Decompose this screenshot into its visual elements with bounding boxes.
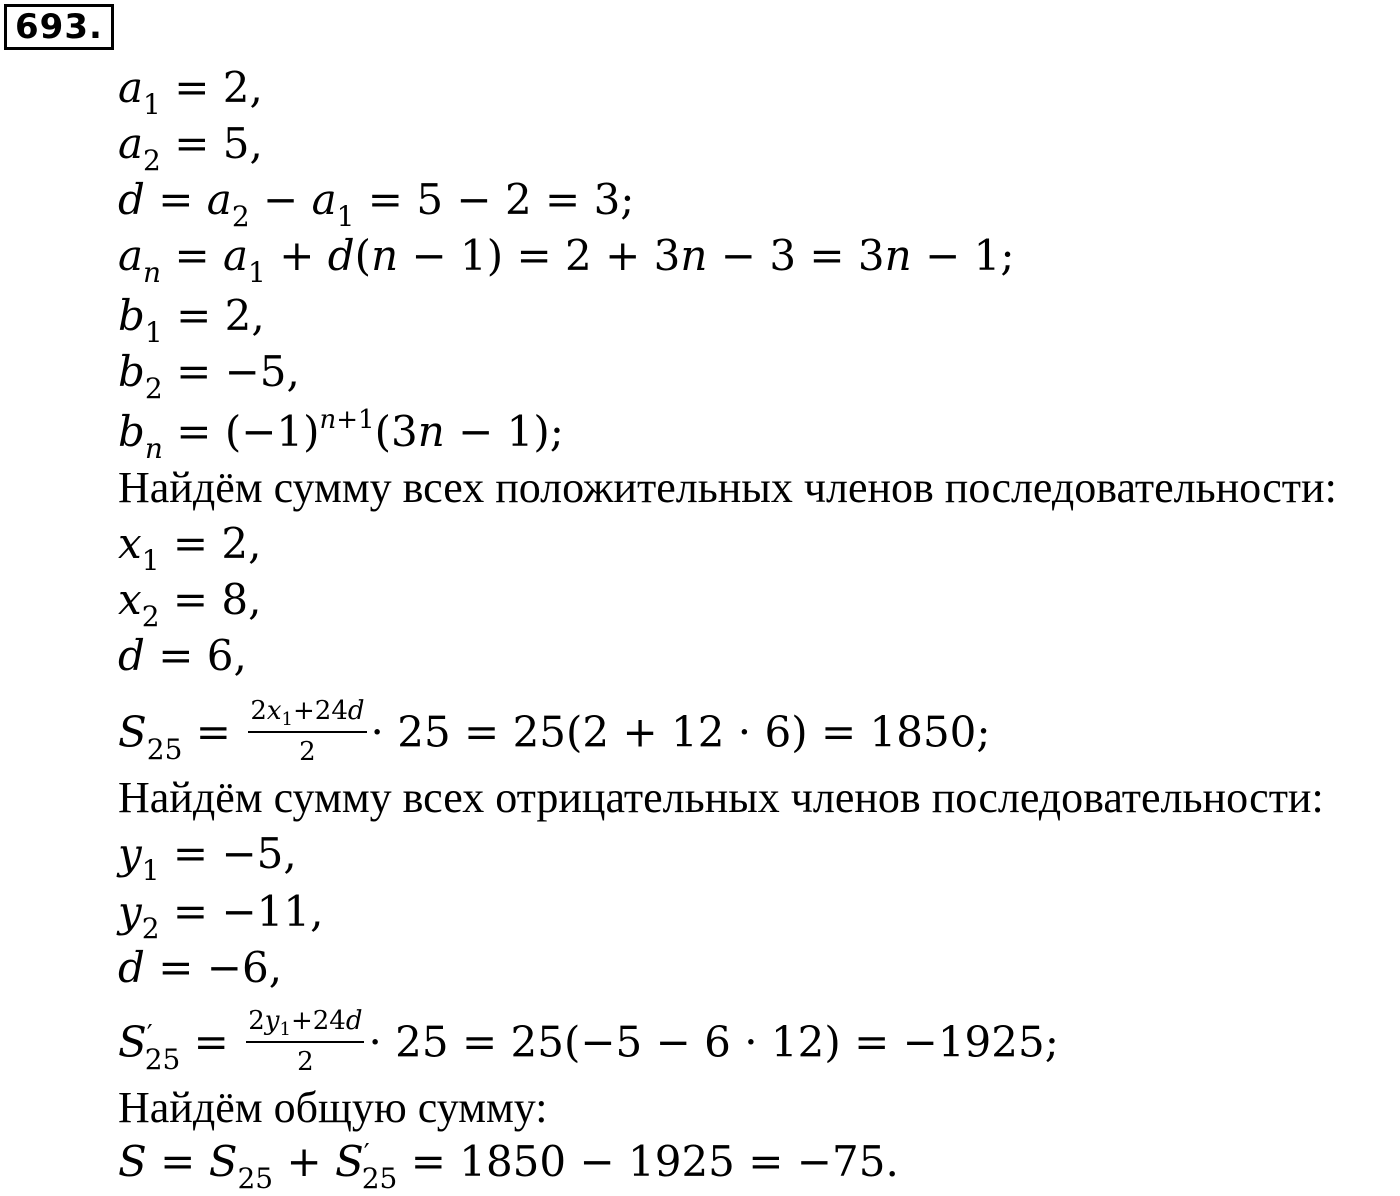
positive-sum-value: 1850 — [869, 707, 977, 757]
text-positive-sum: Найдём сумму всех положительных членов последовательности: — [118, 463, 1337, 512]
equation-bn: $b_n = (-1)^{n+1}(3n - 1)$; — [118, 405, 564, 465]
equation-x2: $x_2 = 8$, — [118, 575, 262, 633]
equation-s25-prime: $S'_{25}$ = $\frac{2y_1+24d}{2}$ · 25 = 25(−5 − 6 · 12) = −1925; — [118, 1006, 1059, 1077]
equation-b2: $b_2 = -5$, — [118, 347, 300, 405]
fraction-s25-prime: $\frac{2y_1+24d}{2}$ — [248, 1006, 363, 1077]
equation-y2: $y_2 = -11$, — [118, 887, 324, 945]
equation-b1: $b_1 = 2$, — [118, 291, 265, 349]
problem-number: 693. — [4, 4, 114, 50]
equation-a1: $a_1 = 2$, — [118, 63, 263, 121]
equation-a2: $a_2 = 5$, — [118, 119, 263, 177]
fraction-s25: $\frac{2x_1+24d}{2}$ — [250, 696, 365, 767]
equation-y1: $y_1 = -5$, — [118, 829, 297, 887]
text-negative-sum: Найдём сумму всех отрицательных членов последовательности: — [118, 773, 1324, 822]
equation-d-negative: d = −6, — [118, 943, 283, 992]
text-total-sum: Найдём общую сумму: — [118, 1083, 548, 1132]
total-sum-value: −75 — [796, 1137, 886, 1186]
equation-total: $S = S_{25} + S'_{25} = 1850 - 1925 = -75$. — [118, 1137, 899, 1195]
equation-an: $a_n = a_1 + d(n - 1) = 2 + 3n - 3 = 3n - 1$; — [118, 231, 1015, 289]
equation-d: $d = a_2 - a_1 = 5 - 2 = 3$; — [118, 175, 635, 233]
equation-d-positive: d = 6, — [118, 631, 247, 680]
equation-s25: $S_{25}$ = $\frac{2x_1+24d}{2}$ · 25 = 25(2 + 12 · 6) = 1850; — [118, 696, 991, 767]
negative-sum-value: −1925 — [902, 1017, 1045, 1067]
equation-x1: $x_1 = 2$, — [118, 519, 262, 577]
